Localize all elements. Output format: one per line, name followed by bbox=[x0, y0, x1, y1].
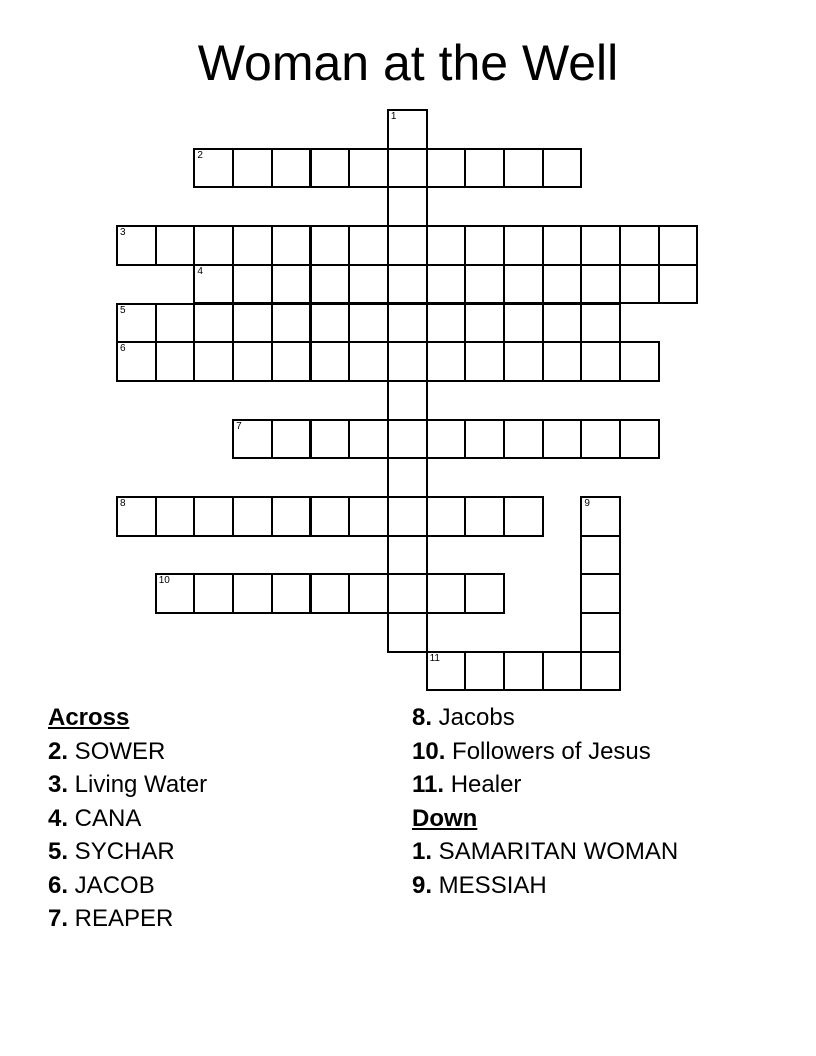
clue-number: 10 bbox=[158, 575, 170, 587]
grid-cell[interactable] bbox=[271, 148, 312, 189]
down-heading: Down bbox=[412, 804, 478, 832]
grid-cell[interactable] bbox=[542, 225, 583, 266]
grid-cell[interactable] bbox=[426, 148, 467, 189]
grid-cell[interactable] bbox=[464, 573, 505, 614]
grid-cell[interactable] bbox=[503, 651, 544, 692]
grid-cell[interactable] bbox=[155, 496, 196, 537]
clue-across-2: 2. SOWER bbox=[48, 737, 166, 765]
clue-across-6: 6. JACOB bbox=[48, 871, 155, 899]
grid-cell[interactable] bbox=[116, 225, 157, 266]
clue-number: 9 bbox=[584, 498, 590, 509]
grid-cell[interactable] bbox=[387, 496, 428, 537]
grid-cell[interactable] bbox=[348, 496, 389, 537]
grid-cell[interactable] bbox=[503, 148, 544, 189]
grid-cell[interactable] bbox=[232, 341, 273, 382]
grid-cell[interactable] bbox=[658, 264, 699, 305]
grid-cell[interactable] bbox=[464, 225, 505, 266]
clue-across-5: 5. SYCHAR bbox=[48, 838, 175, 865]
grid-cell[interactable] bbox=[271, 419, 312, 460]
grid-cell[interactable] bbox=[155, 303, 196, 344]
grid-cell[interactable] bbox=[387, 341, 428, 382]
grid-cell[interactable] bbox=[232, 303, 273, 344]
grid-cell[interactable] bbox=[387, 225, 428, 266]
grid-cell[interactable] bbox=[426, 496, 467, 537]
clues-column-right bbox=[412, 701, 678, 902]
grid-cell[interactable] bbox=[580, 535, 621, 576]
clue-number: 6 bbox=[120, 343, 126, 355]
grid-cell[interactable] bbox=[387, 380, 428, 421]
grid-cell[interactable] bbox=[348, 225, 389, 266]
grid-cell[interactable] bbox=[387, 612, 428, 653]
grid-cell[interactable] bbox=[348, 303, 389, 344]
grid-cell[interactable] bbox=[387, 109, 428, 150]
grid-cell[interactable] bbox=[271, 225, 312, 266]
grid-cell[interactable] bbox=[464, 341, 505, 382]
grid-cell[interactable] bbox=[116, 341, 157, 382]
grid-cell[interactable] bbox=[619, 264, 660, 305]
clue-number: 1 bbox=[390, 111, 397, 122]
clue-number: 2 bbox=[197, 149, 203, 161]
clue-across-7: 7. REAPER bbox=[48, 905, 174, 932]
grid-cell[interactable] bbox=[503, 496, 544, 537]
grid-cell[interactable] bbox=[580, 341, 621, 382]
grid-cell[interactable] bbox=[348, 148, 389, 189]
grid-cell[interactable] bbox=[426, 341, 467, 382]
grid-cell[interactable] bbox=[310, 496, 351, 537]
grid-cell[interactable] bbox=[387, 264, 428, 305]
clue-number: 11 bbox=[429, 652, 440, 664]
grid-cell[interactable] bbox=[310, 148, 351, 189]
grid-cell[interactable] bbox=[580, 573, 621, 614]
grid-cell[interactable] bbox=[426, 225, 467, 266]
grid-cell[interactable] bbox=[155, 341, 196, 382]
grid-cell[interactable] bbox=[503, 419, 544, 460]
grid-cell[interactable] bbox=[658, 225, 699, 266]
clue-number: 8 bbox=[120, 498, 126, 509]
grid-cell[interactable] bbox=[232, 148, 273, 189]
grid-cell[interactable] bbox=[193, 225, 234, 266]
clue-across-10: 10. Followers of Jesus bbox=[412, 737, 651, 765]
grid-cell[interactable] bbox=[232, 225, 273, 266]
grid-cell[interactable] bbox=[155, 573, 196, 614]
grid-cell[interactable] bbox=[542, 651, 583, 692]
grid-cell[interactable] bbox=[426, 419, 467, 460]
clue-across-4: 4. CANA bbox=[48, 804, 142, 832]
grid-cell[interactable] bbox=[464, 651, 505, 692]
grid-cell[interactable] bbox=[464, 303, 505, 344]
puzzle-title: Woman at the Well bbox=[197, 35, 619, 91]
grid-cell[interactable] bbox=[387, 457, 428, 498]
grid-cell[interactable] bbox=[310, 419, 351, 460]
grid-cell[interactable] bbox=[426, 573, 467, 614]
clue-across-3: 3. Living Water bbox=[48, 771, 208, 798]
grid-cell[interactable] bbox=[193, 148, 234, 189]
grid-cell[interactable] bbox=[426, 651, 467, 692]
grid-cell[interactable] bbox=[542, 419, 583, 460]
grid-cell[interactable] bbox=[193, 496, 234, 537]
grid-cell[interactable] bbox=[271, 264, 312, 305]
grid-cell[interactable] bbox=[193, 341, 234, 382]
grid-cell[interactable] bbox=[464, 264, 505, 305]
grid-cell[interactable] bbox=[503, 264, 544, 305]
grid-cell[interactable] bbox=[542, 303, 583, 344]
grid-cell[interactable] bbox=[232, 573, 273, 614]
grid-cell[interactable] bbox=[503, 303, 544, 344]
grid-cell[interactable] bbox=[580, 651, 621, 692]
grid-cell[interactable] bbox=[348, 264, 389, 305]
grid-cell[interactable] bbox=[387, 419, 428, 460]
grid-cell[interactable] bbox=[348, 341, 389, 382]
grid-cell[interactable] bbox=[310, 573, 351, 614]
clue-down-1: 1. SAMARITAN WOMAN bbox=[412, 838, 679, 865]
grid-cell[interactable] bbox=[464, 419, 505, 460]
grid-cell[interactable] bbox=[193, 303, 234, 344]
grid-cell[interactable] bbox=[387, 148, 428, 189]
grid-cell[interactable] bbox=[542, 264, 583, 305]
grid-cell[interactable] bbox=[116, 496, 157, 537]
clue-down-9: 9. MESSIAH bbox=[412, 871, 547, 899]
clue-number: 5 bbox=[120, 304, 126, 316]
grid-cell[interactable] bbox=[619, 225, 660, 266]
grid-cell[interactable] bbox=[580, 612, 621, 653]
grid-cell[interactable] bbox=[387, 535, 428, 576]
grid-cell[interactable] bbox=[310, 303, 351, 344]
grid-cell[interactable] bbox=[387, 573, 428, 614]
grid-cell[interactable] bbox=[387, 186, 428, 227]
grid-cell[interactable] bbox=[310, 264, 351, 305]
grid-cell[interactable] bbox=[580, 264, 621, 305]
grid-cell[interactable] bbox=[464, 148, 505, 189]
grid-cell[interactable] bbox=[193, 573, 234, 614]
grid-cell[interactable] bbox=[580, 303, 621, 344]
grid-cell[interactable] bbox=[542, 341, 583, 382]
grid-cell[interactable] bbox=[193, 264, 234, 305]
clue-number: 3 bbox=[120, 227, 126, 239]
grid-cell[interactable] bbox=[464, 496, 505, 537]
grid-cell[interactable] bbox=[619, 341, 660, 382]
grid-cell[interactable] bbox=[348, 419, 389, 460]
clue-number: 7 bbox=[236, 420, 242, 432]
clue-number: 4 bbox=[197, 265, 203, 277]
clue-across-11: 11. Healer bbox=[412, 771, 522, 798]
grid-cell[interactable] bbox=[348, 573, 389, 614]
grid-cell[interactable] bbox=[580, 496, 621, 537]
grid-cell[interactable] bbox=[232, 496, 273, 537]
grid-cell[interactable] bbox=[271, 573, 312, 614]
grid-cell[interactable] bbox=[503, 225, 544, 266]
grid-cell[interactable] bbox=[387, 303, 428, 344]
grid-cell[interactable] bbox=[580, 419, 621, 460]
grid-cell[interactable] bbox=[542, 148, 583, 189]
grid-cell[interactable] bbox=[116, 303, 157, 344]
grid-cell[interactable] bbox=[271, 303, 312, 344]
grid-cell[interactable] bbox=[271, 496, 312, 537]
grid-cell[interactable] bbox=[426, 303, 467, 344]
grid-cell[interactable] bbox=[580, 225, 621, 266]
grid-cell[interactable] bbox=[310, 341, 351, 382]
grid-cell[interactable] bbox=[232, 419, 273, 460]
clue-across-8: 8. Jacobs bbox=[412, 704, 515, 731]
grid-cell[interactable] bbox=[426, 264, 467, 305]
grid-cell[interactable] bbox=[271, 341, 312, 382]
grid-cell[interactable] bbox=[310, 225, 351, 266]
across-heading: Across bbox=[48, 704, 130, 731]
grid-cell[interactable] bbox=[155, 225, 196, 266]
grid-cell[interactable] bbox=[232, 264, 273, 305]
grid-cell[interactable] bbox=[619, 419, 660, 460]
clues-column-left bbox=[48, 701, 207, 936]
grid-cell[interactable] bbox=[503, 341, 544, 382]
